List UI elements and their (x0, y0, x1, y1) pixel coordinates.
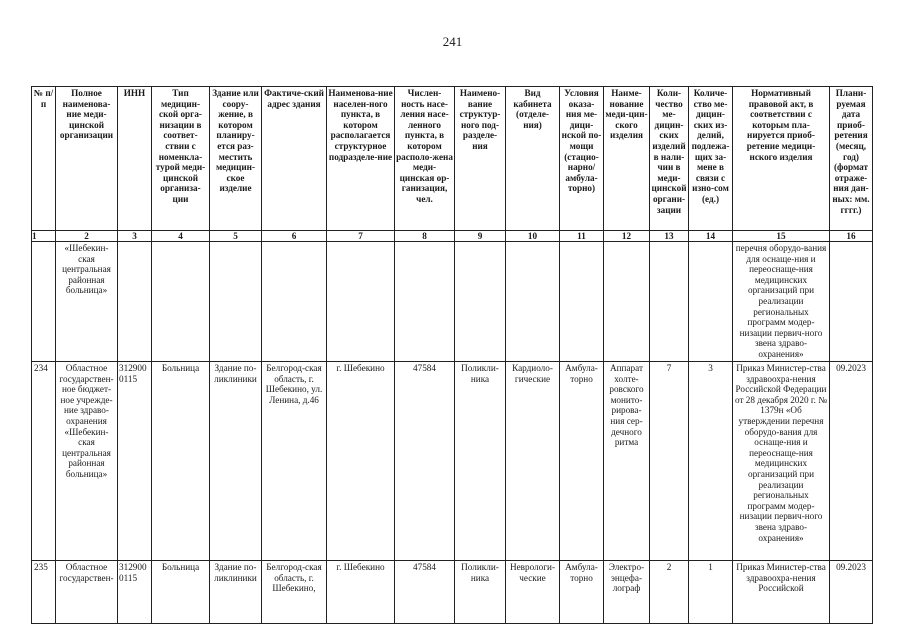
device-name (604, 242, 650, 362)
header-cell: Фактиче-ский адрес здания (262, 87, 327, 231)
column-number: 2 (56, 231, 118, 242)
legal-act: Приказ Министер-ства здравоохра-нения Российской (733, 561, 830, 624)
unit: Поликли-ника (455, 362, 506, 561)
purchase-date (830, 242, 873, 362)
population (395, 242, 455, 362)
population: 47584 (395, 362, 455, 561)
header-cell: Числен-ность насе-ления насе-ленного пункта, в котором располо-жена меди-цинская ор-ганизация, чел. (395, 87, 455, 231)
header-cell: Вид кабинета (отделе-ния) (506, 87, 560, 231)
inn: 312900 0115 (118, 362, 152, 561)
legal-act: Приказ Министер-ства здравоохра-нения Российской Федерации от 28 декабря 2020 г. № 1379н «Об утверждении перечня оборудо-вания для оснаще-ния и переоснаще-ния медицинских организаций при реализации региональных программ модер-низации первич-ного звена здраво-охранения» (733, 362, 830, 561)
header-cell: Коли-чество ме-дицин-ских изделий в нали-чии в меди-цинской органи-зации (650, 87, 689, 231)
header-cell: Условия оказа-ния ме-дици-нской по-мощи (стацио-нарно/ амбула-торно) (560, 87, 604, 231)
header-cell: ИНН (118, 87, 152, 231)
device-name: Электро-энцефа-лограф (604, 561, 650, 624)
column-number: 12 (604, 231, 650, 242)
unit: Поликли-ника (455, 561, 506, 624)
header-cell: № п/п (32, 87, 56, 231)
column-number: 13 (650, 231, 689, 242)
cabinet-type: Неврологи-ческие (506, 561, 560, 624)
row-number (32, 242, 56, 362)
header-cell: Нормативный правовой акт, в соответствии с которым пла-нируется приоб-ретение медици-нского изделия (733, 87, 830, 231)
cabinet-type (506, 242, 560, 362)
header-cell: Плани-руемая дата приоб-ретения (месяц, год) (формат отраже-ния дан-ных: мм. гггг.) (830, 87, 873, 231)
header-cell: Количе-ство ме-дицин-ских из-делий, подлежа-щих за-мене в связи с изно-сом (ед.) (689, 87, 733, 231)
table-row (32, 362, 873, 561)
header-cell: Наимено-вание структур-ного под-разделе-ния (455, 87, 506, 231)
population: 47584 (395, 561, 455, 624)
organization-type (152, 242, 210, 362)
column-number: 8 (395, 231, 455, 242)
quantity-available: 7 (650, 362, 689, 561)
building (210, 242, 262, 362)
quantity-replace: 1 (689, 561, 733, 624)
address (262, 242, 327, 362)
legal-act: перечня оборудо-вания для оснаще-ния и переоснаще-ния медицинских организаций при реализации региональных программ модер-низации первич-ного звена здраво-охранения» (733, 242, 830, 362)
column-number: 16 (830, 231, 873, 242)
care-conditions: Амбула-торно (560, 561, 604, 624)
column-number: 9 (455, 231, 506, 242)
settlement: г. Шебекино (327, 362, 395, 561)
quantity-available (650, 242, 689, 362)
organization-type: Больница (152, 362, 210, 561)
column-number: 15 (733, 231, 830, 242)
column-number: 3 (118, 231, 152, 242)
column-number: 5 (210, 231, 262, 242)
quantity-replace: 3 (689, 362, 733, 561)
header-row (32, 87, 873, 231)
address: Белгород-ская область, г. Шебекино, ул. Ленина, д.46 (262, 362, 327, 561)
header-cell: Здание или соору-жение, в котором планиру-ется раз-местить медицин-ское изделие (210, 87, 262, 231)
cabinet-type: Кардиоло-гические (506, 362, 560, 561)
organization-name: Областное государствен-ное бюджет-ное учрежде-ние здраво-охранения «Шебекин-ская центральная районная больница» (56, 362, 118, 561)
header-cell: Наиме-нование меди-цин-ского изделия (604, 87, 650, 231)
building: Здание по-ликлиники (210, 362, 262, 561)
building: Здание по-ликлиники (210, 561, 262, 624)
organization-name: «Шебекин-ская центральная районная больница» (56, 242, 118, 362)
care-conditions (560, 242, 604, 362)
table-row (32, 242, 873, 362)
column-number: 4 (152, 231, 210, 242)
row-number: 235 (32, 561, 56, 624)
purchase-date: 09.2023 (830, 561, 873, 624)
care-conditions: Амбула-торно (560, 362, 604, 561)
organization-name: Областное государствен- (56, 561, 118, 624)
column-number: 11 (560, 231, 604, 242)
address: Белгород-ская область, г. Шебекино, (262, 561, 327, 624)
column-number: 6 (262, 231, 327, 242)
quantity-replace (689, 242, 733, 362)
inn (118, 242, 152, 362)
column-number: 10 (506, 231, 560, 242)
unit (455, 242, 506, 362)
table-row (32, 561, 873, 624)
header-cell: Тип медицин-ской орга-низации в соответ-ствии с номенкла-турой меди-цинской организа-ции (152, 87, 210, 231)
device-name: Аппарат холте-ровского монито-рирова-ния сер-дечного ритма (604, 362, 650, 561)
column-number: 1 (32, 231, 56, 242)
column-number: 7 (327, 231, 395, 242)
quantity-available: 2 (650, 561, 689, 624)
organization-type: Больница (152, 561, 210, 624)
equipment-table (31, 86, 873, 624)
header-cell: Полное наименова-ние меди-цинской организации (56, 87, 118, 231)
page-number: 241 (442, 34, 463, 49)
row-number: 234 (32, 362, 56, 561)
inn: 312900 0115 (118, 561, 152, 624)
column-number-row (32, 231, 873, 242)
settlement (327, 242, 395, 362)
column-number: 14 (689, 231, 733, 242)
header-cell: Наименова-ние населен-ного пункта, в котором располагается структурное подразделе-ние (327, 87, 395, 231)
settlement: г. Шебекино (327, 561, 395, 624)
purchase-date: 09.2023 (830, 362, 873, 561)
